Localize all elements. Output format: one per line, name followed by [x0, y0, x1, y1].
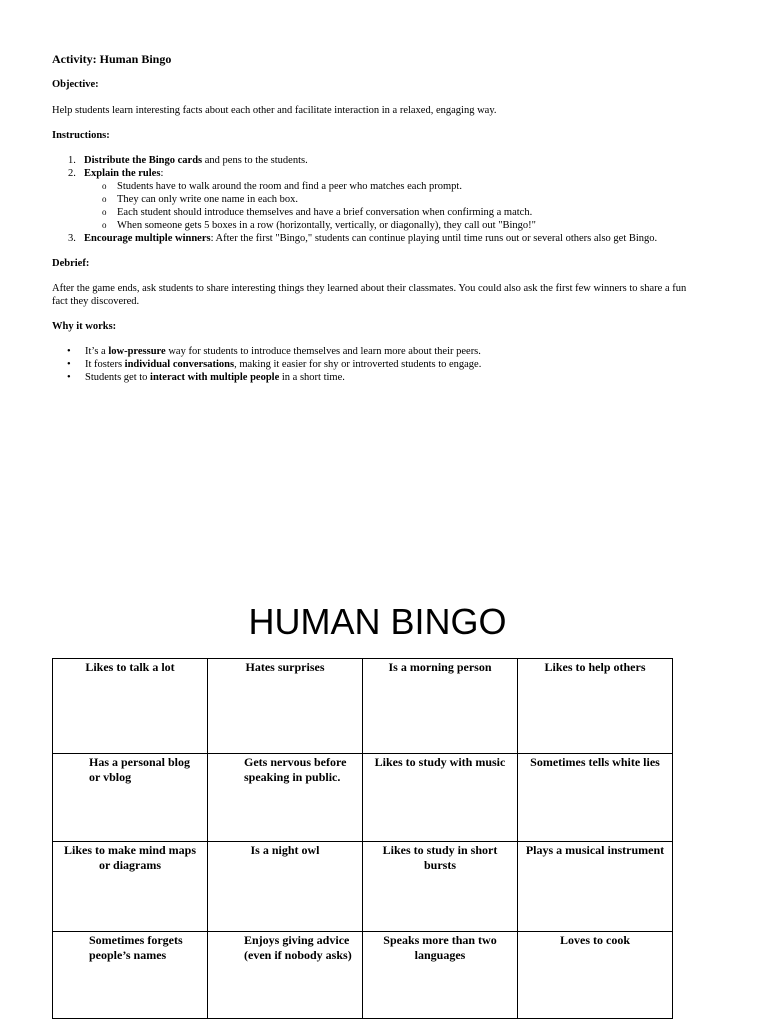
bingo-cell[interactable]: Likes to study with music: [363, 754, 518, 842]
rule-item: [52, 219, 732, 232]
rule-text: They can only write one name in each box.: [117, 194, 299, 205]
why-item: [52, 371, 712, 384]
circle-bullet-icon: o: [102, 207, 107, 217]
rule-text: Students have to walk around the room and find a peer who matches each prompt.: [117, 181, 462, 192]
step-bold: Distribute the Bingo cards: [84, 155, 203, 166]
why-heading: Why it works:: [52, 321, 117, 332]
bingo-cell[interactable]: Likes to make mind maps or diagrams: [53, 842, 208, 932]
bullet-icon: •: [67, 372, 71, 383]
bingo-cell[interactable]: Plays a musical instrument: [518, 842, 673, 932]
instructions-list: [52, 154, 732, 245]
bingo-cell[interactable]: Sometimes tells white lies: [518, 754, 673, 842]
rule-item: [52, 206, 732, 219]
bullet-icon: •: [67, 346, 71, 357]
bingo-cell[interactable]: Is a night owl: [208, 842, 363, 932]
why-list: [52, 345, 712, 384]
instruction-step-2: [52, 167, 732, 180]
step-text: and pens to the students.: [202, 155, 308, 166]
objective-heading: Objective:: [52, 79, 99, 90]
why-post: way for students to introduce themselves and learn more about their peers.: [165, 346, 481, 357]
debrief-text: After the game ends, ask students to share interesting things they learned about their classmates. You could also ask the first few winners to share a fun fact they discovered.: [52, 283, 687, 307]
bingo-cell[interactable]: Gets nervous before speaking in public.: [208, 754, 363, 842]
bingo-cell[interactable]: Loves to cook: [518, 932, 673, 1019]
rule-text: Each student should introduce themselves and have a brief conversation when confirming a match.: [117, 207, 533, 218]
why-bold: individual conversations: [124, 359, 235, 370]
why-post: , making it easier for shy or introverted students to engage.: [234, 359, 482, 370]
why-bold: low-pressure: [108, 346, 166, 357]
instruction-step-1: [52, 154, 732, 167]
bingo-cell[interactable]: Likes to study in short bursts: [363, 842, 518, 932]
rule-text: When someone gets 5 boxes in a row (horizontally, vertically, or diagonally), they call out "Bingo!": [117, 220, 536, 231]
why-item: [52, 345, 712, 358]
why-bold: interact with multiple people: [150, 372, 280, 383]
bingo-cell[interactable]: Enjoys giving advice (even if nobody asks): [208, 932, 363, 1019]
rule-item: [52, 180, 732, 193]
rule-item: [52, 193, 732, 206]
bingo-row: [53, 932, 673, 1019]
bingo-cell[interactable]: Likes to talk a lot: [53, 659, 208, 754]
bullet-icon: •: [67, 359, 71, 370]
why-item: [52, 358, 712, 371]
bingo-row: [53, 659, 673, 754]
activity-title: Activity: Human Bingo: [52, 52, 172, 66]
step-number: 2.: [68, 168, 76, 179]
bingo-title: HUMAN BINGO: [248, 601, 507, 642]
bingo-cell[interactable]: Is a morning person: [363, 659, 518, 754]
bingo-card: [52, 658, 673, 1019]
bingo-cell[interactable]: Speaks more than two languages: [363, 932, 518, 1019]
step-number: 1.: [68, 155, 76, 166]
circle-bullet-icon: o: [102, 220, 107, 230]
instructions-heading: Instructions:: [52, 130, 110, 141]
bingo-cell[interactable]: Likes to help others: [518, 659, 673, 754]
step-number: 3.: [68, 233, 76, 244]
why-pre: Students get to: [85, 372, 151, 383]
step-bold: Encourage multiple winners: [84, 233, 211, 244]
bingo-row: [53, 842, 673, 932]
why-post: in a short time.: [279, 372, 345, 383]
step-text: : After the first "Bingo," students can continue playing until time runs out or several others also get Bingo.: [210, 233, 658, 244]
why-pre: It fosters: [85, 359, 125, 370]
bingo-cell[interactable]: Sometimes forgets people’s names: [53, 932, 208, 1019]
bingo-row: [53, 754, 673, 842]
instruction-step-3: [52, 232, 732, 245]
circle-bullet-icon: o: [102, 181, 107, 191]
bingo-cell[interactable]: Hates surprises: [208, 659, 363, 754]
step-text: :: [160, 168, 164, 179]
debrief-heading: Debrief:: [52, 258, 90, 269]
objective-text: Help students learn interesting facts about each other and facilitate interaction in a relaxed, engaging way.: [52, 105, 497, 116]
circle-bullet-icon: o: [102, 194, 107, 204]
step-bold: Explain the rules: [84, 168, 161, 179]
bingo-cell[interactable]: Has a personal blog or vblog: [53, 754, 208, 842]
why-pre: It’s a: [85, 346, 109, 357]
